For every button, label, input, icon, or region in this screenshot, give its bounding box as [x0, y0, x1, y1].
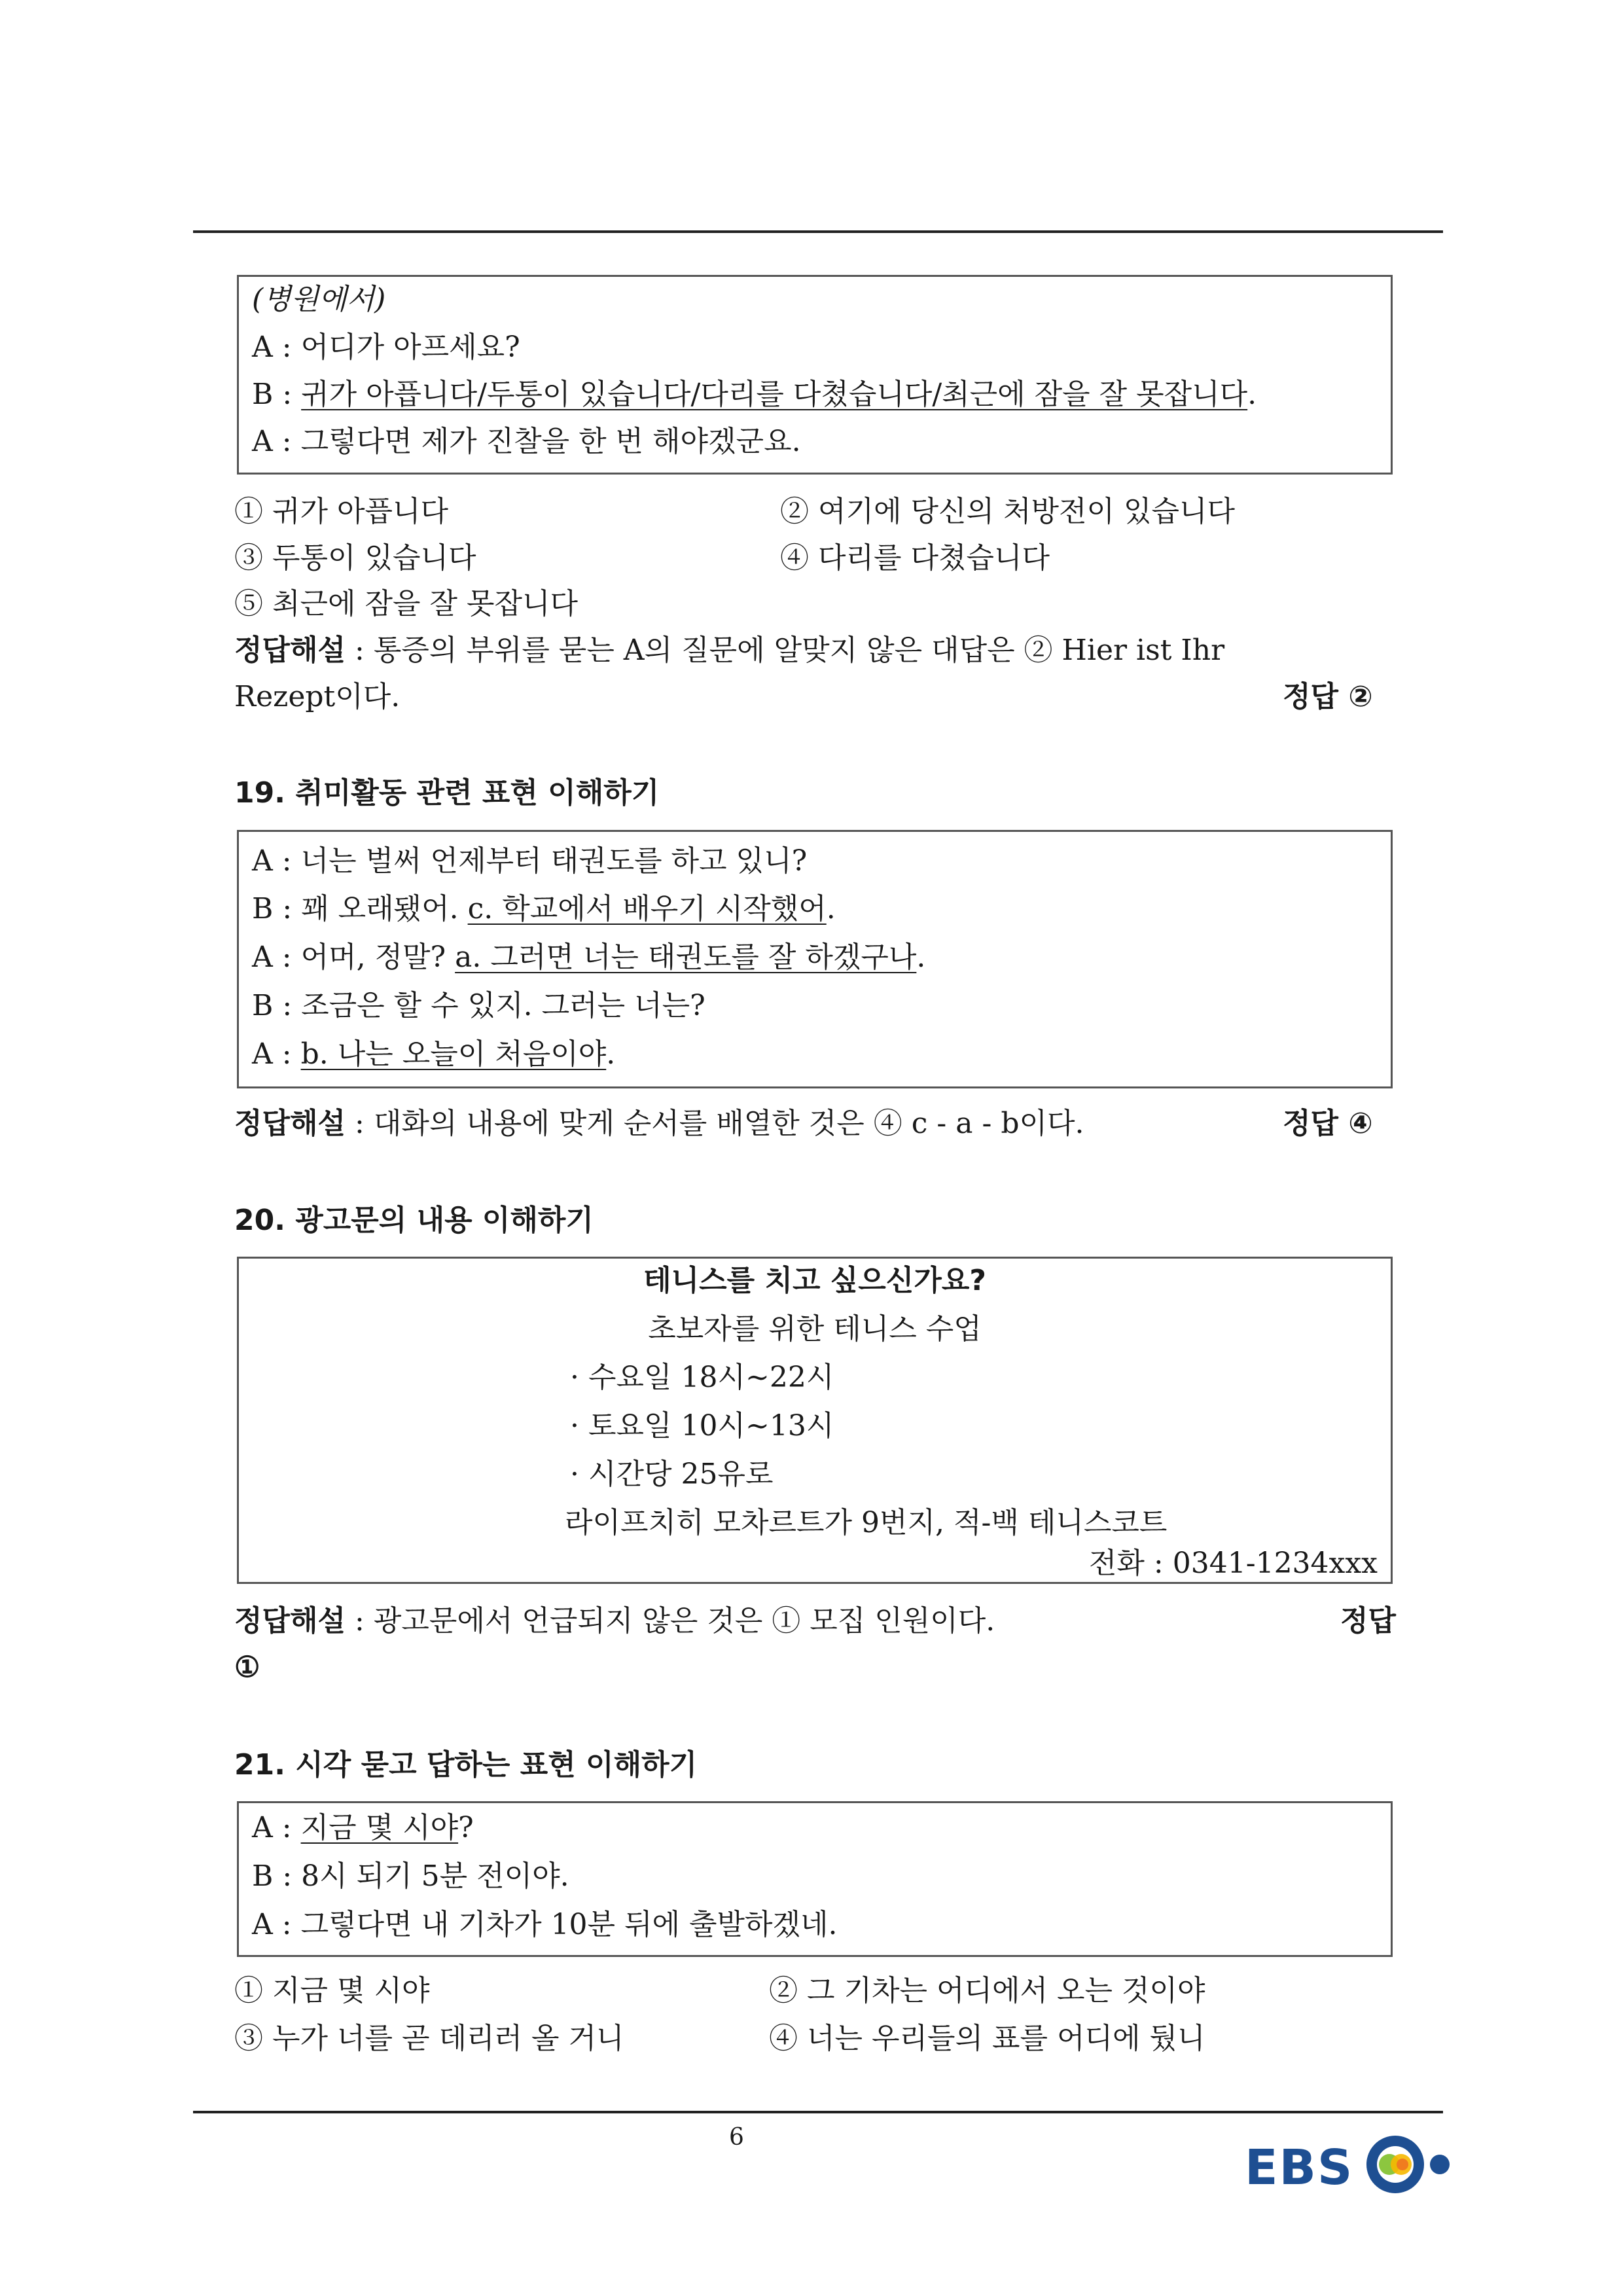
q19-line-3	[252, 938, 925, 977]
q19-explanation-text: : 대화의 내용에 맞게 순서를 배열한 것은 ④ c - a - b이다.	[346, 1107, 1084, 1140]
q18-option-3: ③ 두통이 있습니다	[234, 541, 476, 575]
q21-option-2: ② 그 기차는 어디에서 오는 것이야	[769, 1974, 1205, 2007]
q19-line-2-underlined: c. 학교에서 배우기 시작했어	[467, 892, 827, 925]
q19-line-2-suffix: .	[826, 892, 836, 925]
logo-orange	[1397, 2159, 1408, 2170]
q21-line-1-prefix: A :	[252, 1811, 301, 1844]
q20-ad-item-2: · 토요일 10시~13시	[570, 1409, 834, 1443]
q20-ad-item-3: · 시간당 25유로	[570, 1458, 774, 1491]
q19-line-3-suffix: .	[916, 941, 926, 974]
q20-ad-address: 라이프치히 모차르트가 9번지, 적-백 테니스코트	[565, 1506, 1168, 1539]
q19-explanation-label: 정답해설	[234, 1107, 346, 1140]
q19-line-2-prefix: B : 꽤 오래됐어.	[252, 892, 468, 925]
q21-title: 21. 시각 묻고 답하는 표현 이해하기	[234, 1748, 698, 1782]
q21-line-1-suffix: ?	[458, 1811, 474, 1844]
q18-explanation-label: 정답해설	[234, 634, 346, 667]
q18-line-2-prefix: B :	[252, 378, 302, 411]
q18-location: (병원에서)	[252, 283, 386, 316]
q20-ad-box	[237, 1257, 1393, 1584]
q21-option-1: ① 지금 몇 시야	[234, 1974, 430, 2007]
q21-line-1	[252, 1808, 474, 1848]
q20-ad-heading: 테니스를 치고 싶으신가요?	[643, 1264, 986, 1297]
q18-option-1: ① 귀가 아픕니다	[234, 495, 448, 528]
q20-title: 20. 광고문의 내용 이해하기	[234, 1204, 594, 1237]
q18-dialog-box	[237, 275, 1393, 475]
q20-answer-value: ①	[234, 1651, 260, 1684]
q18-explanation-text-1: : 통증의 부위를 묻는 A의 질문에 알맞지 않은 대답은 ② Hier ist Ihr	[346, 634, 1225, 667]
q19-line-1: A : 너는 벌써 언제부터 태권도를 하고 있니?	[252, 844, 808, 878]
ebs-logo-text: EBS	[1245, 2140, 1354, 2196]
q20-ad-item-1: · 수요일 18시~22시	[570, 1361, 834, 1394]
footer-rule	[193, 2111, 1443, 2113]
q18-option-4: ④ 다리를 다쳤습니다	[780, 541, 1050, 575]
q21-line-2: B : 8시 되기 5분 전이야.	[252, 1859, 569, 1893]
logo-dot	[1430, 2155, 1450, 2174]
q19-title: 19. 취미활동 관련 표현 이해하기	[234, 776, 660, 810]
q19-answer: 정답 ④	[1283, 1107, 1373, 1140]
q20-explanation-text: : 광고문에서 언급되지 않은 것은 ① 모집 인원이다.	[346, 1604, 995, 1638]
q18-explanation-line-2: Rezept이다.	[234, 680, 401, 713]
q19-line-5-prefix: A :	[252, 1037, 301, 1071]
q19-line-3-prefix: A : 어머, 정말?	[252, 941, 455, 974]
q18-line-2	[252, 375, 1257, 414]
q18-option-2: ② 여기에 당신의 처방전이 있습니다	[780, 495, 1235, 528]
q18-explanation	[234, 631, 1224, 670]
page-number: 6	[729, 2124, 744, 2151]
q18-option-5: ⑤ 최근에 잠을 잘 못잡니다	[234, 587, 578, 620]
header-rule	[193, 230, 1443, 233]
ebs-logo-icon	[1363, 2128, 1454, 2200]
q19-line-3-underlined: a. 그러면 너는 태권도를 잘 하겠구나	[455, 941, 917, 974]
q18-answer: 정답 ②	[1283, 680, 1373, 713]
q20-explanation-label: 정답해설	[234, 1604, 346, 1638]
q18-line-3: A : 그렇다면 제가 진찰을 한 번 해야겠군요.	[252, 425, 801, 458]
q19-line-5-underlined: b. 나는 오늘이 처음이야	[300, 1037, 607, 1071]
q20-ad-phone: 전화 : 0341-1234xxx	[1088, 1547, 1378, 1580]
q21-option-4: ④ 너는 우리들의 표를 어디에 뒀니	[769, 2022, 1205, 2055]
q19-line-5-suffix: .	[606, 1037, 616, 1071]
q19-line-2	[252, 889, 836, 929]
q21-option-3: ③ 누가 너를 곧 데리러 올 거니	[234, 2022, 624, 2055]
q19-line-4: B : 조금은 할 수 있지. 그러는 너는?	[252, 989, 705, 1022]
q19-explanation	[234, 1104, 1084, 1143]
q21-dialog-box	[237, 1801, 1393, 1957]
q20-ad-subheading: 초보자를 위한 테니스 수업	[648, 1312, 982, 1346]
q20-answer-label: 정답	[1340, 1604, 1397, 1638]
q19-line-5	[252, 1035, 615, 1074]
q19-dialog-box	[237, 830, 1393, 1088]
q20-explanation	[234, 1602, 995, 1641]
q21-line-1-underlined: 지금 몇 시야	[300, 1811, 459, 1844]
q18-line-2-suffix: .	[1247, 378, 1257, 411]
q18-line-1: A : 어디가 아프세요?	[252, 331, 520, 364]
q18-line-2-underlined: 귀가 아픕니다/두통이 있습니다/다리를 다쳤습니다/최근에 잠을 잘 못잡니다	[301, 378, 1248, 411]
q21-line-3: A : 그렇다면 내 기차가 10분 뒤에 출발하겠네.	[252, 1908, 838, 1941]
